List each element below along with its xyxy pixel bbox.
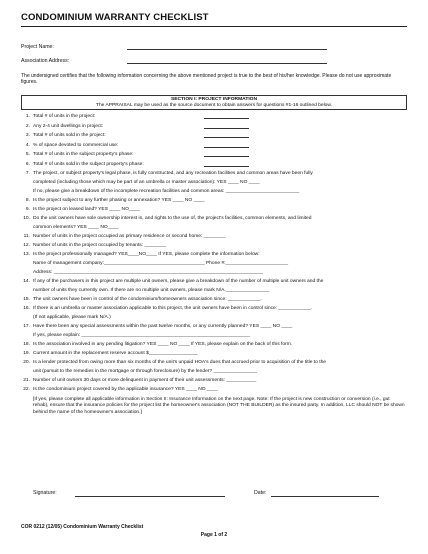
item-number: 16. <box>23 306 30 311</box>
item-number: 17. <box>23 324 30 329</box>
item-number: 22. <box>23 387 30 392</box>
item-number: 11. <box>23 234 30 239</box>
item-text: The unit owners have been in control of the condominium/homeowners association since: ____________. <box>33 297 262 302</box>
signature-field[interactable] <box>75 496 225 497</box>
item-text: Number of units in the project occupied as primary residence or second home: ________ <box>33 234 226 239</box>
insurance-note: [If yes, please complete all applicable information in Section II: Insurance Information on the next page. Note: If the project is new construction or conversion (i.e., gut rehab), ensure that the insurance policies for the project list the homeowner's association (NOT THE BUILDER) as the insured party. In addition, LLC should NOT be shown behind the name of the homeowner's association.] <box>33 397 405 415</box>
item-number: 12. <box>23 243 30 248</box>
item-number: 18. <box>23 342 30 347</box>
item-text-continued: If no, please give a breakdown of the incomplete recreation facilities and common areas: ___________________________ <box>33 189 300 194</box>
item-text: Do the unit owners have sole ownership interest in, and rights to the use of, the project's facilities, common elements, and limited <box>33 216 312 221</box>
answer-field[interactable] <box>204 152 249 157</box>
item-text-continued: completed (including those which may be part of an umbrella or master association): YES ____ NO ____ <box>33 180 260 185</box>
item-number: 3. <box>25 133 30 138</box>
item-text-continued: number of units they currently own. If there are no multiple unit owners, please mark N/A.________________ <box>33 288 270 293</box>
item-number: 7. <box>25 171 30 176</box>
page-title: CONDOMINIUM WARRANTY CHECKLIST <box>21 12 209 23</box>
item-text: Total # of units in the project: <box>33 114 96 119</box>
answer-field[interactable] <box>204 114 249 119</box>
item-text: Any 2-4 unit dwellings in project: <box>33 123 104 129</box>
item-text: The project, or subject property's legal phase, is fully constructed, and any recreation facilities and common areas have been fully <box>33 171 313 176</box>
answer-field[interactable] <box>204 162 249 167</box>
project-name-label: Project Name: <box>21 44 54 50</box>
item-text: Is the project professionally managed? YES____NO____ If YES, please complete the information below: <box>33 252 260 257</box>
item-number: 9. <box>25 207 30 212</box>
form-identifier: COR 0212 (12/05) Condominium Warranty Checklist <box>21 524 144 530</box>
item-text-continued: If yes, please explain: ______________________________________________________________ <box>33 333 251 338</box>
item-text: Number of units in the project occupied by tenants: ________ <box>33 243 167 248</box>
signature-label: Signature: <box>33 490 57 496</box>
item-text-continued: (If not applicable, please mark N/A.) <box>33 315 111 320</box>
item-text-continued: Address: _____________________________________________________________________________ <box>33 270 264 275</box>
answer-field[interactable] <box>204 143 249 148</box>
item-text-continued: Name of management company:_____________________________________ Phone #:_______________________ <box>33 261 289 266</box>
item-number: 14. <box>23 279 30 284</box>
item-number: 6. <box>25 161 30 167</box>
item-text-continued: common elements? YES ____ NO____ <box>33 225 119 230</box>
section-title: SECTION I: PROJECT INFORMATION <box>170 97 258 102</box>
item-text-continued: unit (pursuit to the remedies in the mortgage or through foreclosure) by the lender? ________________ <box>33 369 258 374</box>
item-number: 5. <box>25 152 30 157</box>
item-number: 13. <box>23 252 30 257</box>
item-number: 1. <box>25 114 30 119</box>
page-number: Page 1 of 2 <box>200 532 228 538</box>
section-subtitle: The APPRAISAL may be used as the source document to obtain answers for questions #1-16 outlined below. <box>95 102 333 108</box>
item-text: Is the project on leased land? YES ____ NO____ <box>33 207 140 212</box>
item-text: Is the condominium project covered by the applicable insurance? YES ____ NO ____ <box>33 387 218 392</box>
item-text: Is the project subject to any further phasing or annexation? YES ____ NO ____ <box>33 198 205 203</box>
item-number: 10. <box>23 216 30 221</box>
item-number: 21. <box>23 378 30 383</box>
title-divider <box>21 26 407 27</box>
item-text: Is a lender protected from owing more than six months of the unit's unpaid HOA's dues that accrued prior to acquisition of the title to the <box>33 360 327 365</box>
project-name-field[interactable] <box>127 49 327 50</box>
item-number: 2. <box>25 123 30 129</box>
item-number: 15. <box>23 297 30 302</box>
association-address-field[interactable] <box>127 63 327 64</box>
item-number: 8. <box>25 198 30 203</box>
item-number: 19. <box>23 351 30 356</box>
item-number: 20. <box>23 360 30 365</box>
item-text: Total # of units sold in the subject property's phase: <box>33 161 144 167</box>
date-field[interactable] <box>271 496 379 497</box>
item-text: Number of unit owners 30 days or more delinquent in payment of their unit assessments: ___________ <box>33 378 257 383</box>
item-text: Is the association involved in any pending litigation? YES ____ NO ____ If YES, please explain on the back of this form. <box>33 342 293 347</box>
answer-field[interactable] <box>204 133 249 138</box>
item-text: If any of the purchasers in this project are multiple unit owners, please give a breakdown of the number of multiple unit owners and the <box>33 279 324 284</box>
association-address-label: Association Address: <box>21 58 70 64</box>
item-text: If there is an umbrella or master association applicable to this project, the unit owners have been in control since: ____________. <box>33 306 313 311</box>
item-text: Current amount in the replacement reserve account $__________________ <box>33 351 198 356</box>
answer-field[interactable] <box>204 124 249 129</box>
item-text: % of space devoted to commercial use: <box>33 142 119 148</box>
item-text: Total # of units in the subject property's phase: <box>33 152 134 157</box>
date-label: Date: <box>254 490 267 496</box>
section-header <box>21 95 407 110</box>
item-number: 4. <box>25 142 30 148</box>
item-text: Have there been any special assessments within the past twelve months, or any currently planned? YES ____ NO ____ <box>33 324 293 329</box>
item-text: Total # of units sold in the project: <box>33 133 106 138</box>
intro-paragraph: The undersigned certifies that the following information concerning the above mentioned project is true to the best of his/her knowledge. Please do not use approximate figures. <box>21 73 392 86</box>
